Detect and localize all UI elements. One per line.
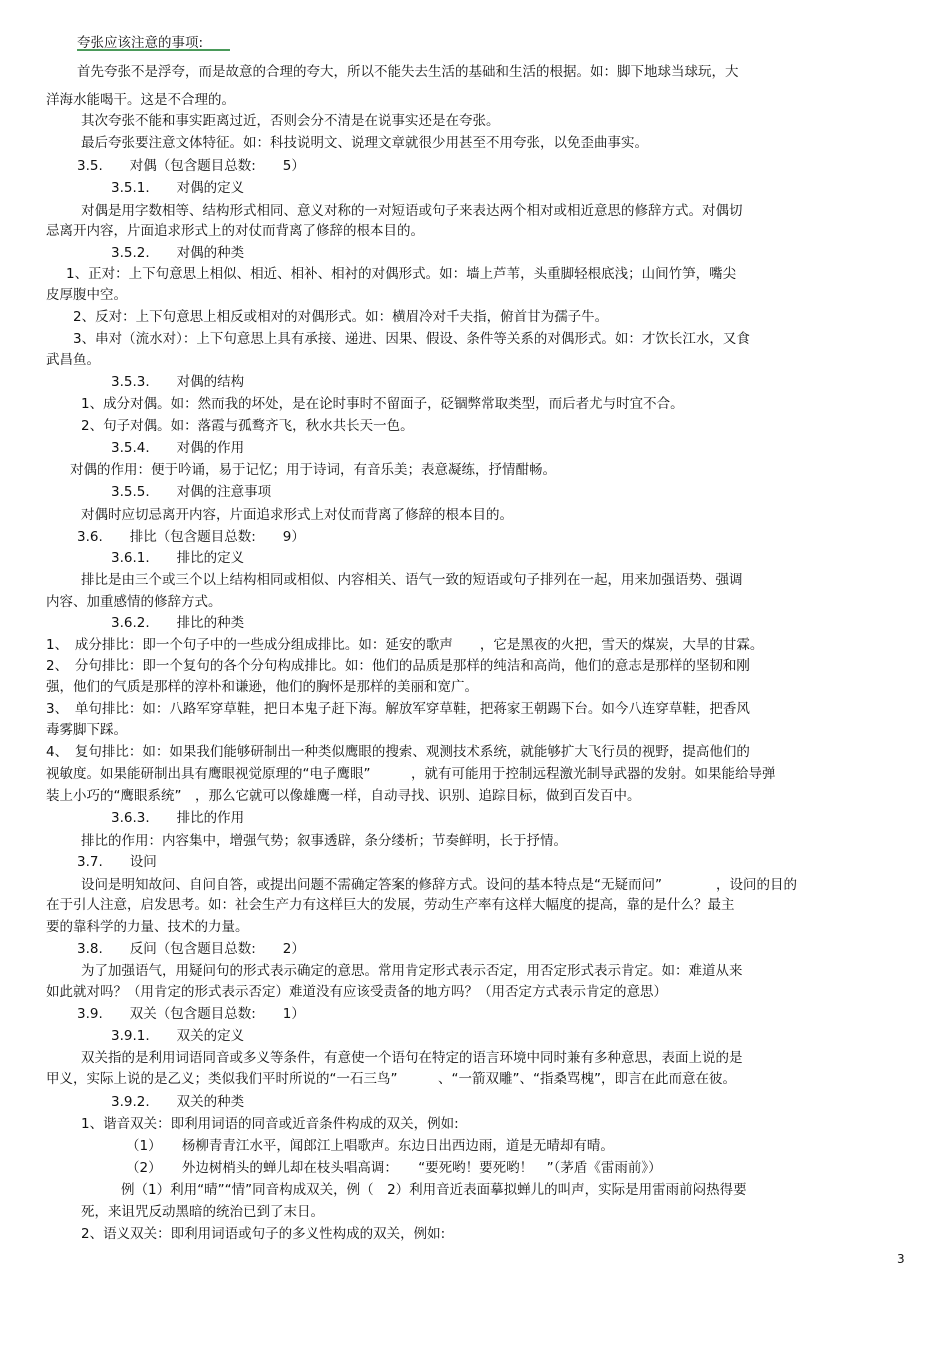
text-line: 首先夸张不是浮夸，而是故意的合理的夸大，所以不能失去生活的基础和生活的根据。如：脚下地球当球玩，大: [77, 64, 739, 80]
page-number: 3: [897, 1252, 905, 1266]
text-line: 3.5.2. 对偶的种类: [111, 245, 245, 261]
text-line: 3.9.1. 双关的定义: [111, 1028, 245, 1044]
text-line: 3.5. 对偶（包含题目总数: 5）: [77, 158, 305, 174]
text-line: 对偶是用字数相等、结构形式相同、意义对称的一对短语或句子来表达两个相对或相近意思的修辞方式。对偶切: [81, 203, 743, 219]
text-line: 3.7. 设问: [77, 854, 157, 870]
text-line: 1、 成分排比：即一个句子中的一些成分组成排比。如：延安的歌声 ，它是黑夜的火把，雪天的煤炭，大旱的甘霖。: [46, 637, 764, 653]
text-line: 1、谐音双关：即利用词语的同音或近音条件构成的双关，例如:: [81, 1116, 459, 1132]
text-line: 3.8. 反问（包含题目总数: 2）: [77, 941, 305, 957]
text-line: 视敏度。如果能研制出具有鹰眼视觉原理的“电子鹰眼” ，就有可能用于控制远程激光制导武器的发射。如果能给导弹: [46, 766, 776, 782]
text-line: 2、语义双关：即利用词语或句子的多义性构成的双关，例如:: [81, 1226, 446, 1242]
text-line: 4、 复句排比：如：如果我们能够研制出一种类似鹰眼的搜索、观测技术系统，就能够扩大飞行员的视野，提高他们的: [46, 744, 750, 760]
text-line: 要的靠科学的力量、技术的力量。: [46, 919, 249, 935]
text-line: 内容、加重感情的修辞方式。: [46, 594, 222, 610]
text-line: 对偶的作用：便于吟诵，易于记忆；用于诗词，有音乐美；表意凝练，抒情酣畅。: [70, 462, 556, 478]
text-line: 忌离开内容，片面追求形式上的对仗而背离了修辞的根本目的。: [46, 223, 424, 239]
text-line: 毒雾脚下踩。: [46, 722, 127, 738]
text-line: 3.6.3. 排比的作用: [111, 810, 245, 826]
text-line: 为了加强语气，用疑问句的形式表示确定的意思。常用肯定形式表示否定，用否定形式表示肯定。如：难道从来: [81, 963, 743, 979]
text-line: 强，他们的气质是那样的淳朴和谦逊，他们的胸怀是那样的美丽和宽广。: [46, 679, 478, 695]
text-line: 死，来诅咒反动黑暗的统治已到了末日。: [81, 1204, 324, 1220]
text-line: 皮厚腹中空。: [46, 287, 127, 303]
text-line: 3.6.2. 排比的种类: [111, 615, 245, 631]
text-line: 设问是明知故问、自问自答，或提出问题不需确定答案的修辞方式。设问的基本特点是“无疑而问” ，设问的目的: [81, 877, 797, 893]
text-line: 2、句子对偶。如：落霞与孤鹜齐飞，秋水共长天一色。: [81, 418, 414, 434]
text-line: 武昌鱼。: [46, 352, 100, 368]
text-line: 3.5.3. 对偶的结构: [111, 374, 245, 390]
text-line: 3.6. 排比（包含题目总数: 9）: [77, 529, 305, 545]
text-line: 2、 分句排比：即一个复句的各个分句构成排比。如：他们的品质是那样的纯洁和高尚，他们的意志是那样的坚韧和刚: [46, 658, 750, 674]
text-line: 在于引人注意，启发思考。如：社会生产力有这样巨大的发展，劳动生产率有这样大幅度的提高，靠的是什么？最主: [46, 897, 735, 913]
text-line: 3.5.4. 对偶的作用: [111, 440, 245, 456]
text-line: 例（1）利用“晴”“情”同音构成双关，例（ 2）利用音近表面摹拟蝉儿的叫声，实际是用雷雨前闷热得要: [121, 1182, 747, 1198]
text-line: 3.5.1. 对偶的定义: [111, 180, 245, 196]
text-line: 3.9. 双关（包含题目总数: 1）: [77, 1006, 305, 1022]
text-line: 其次夸张不能和事实距离过近，否则会分不清是在说事实还是在夸张。: [81, 113, 500, 129]
text-line: 如此就对吗？（用肯定的形式表示否定）难道没有应该受责备的地方吗？（用否定方式表示肯定的意思）: [46, 984, 667, 1000]
text-line: （1） 杨柳青青江水平，闻郎江上唱歌声。东边日出西边雨，道是无晴却有晴。: [126, 1138, 614, 1154]
text-line: 最后夸张要注意文体特征。如：科技说明文、说理文章就很少用甚至不用夸张，以免歪曲事实。: [81, 135, 648, 151]
text-line: 3.9.2. 双关的种类: [111, 1094, 245, 1110]
text-line: 排比的作用：内容集中，增强气势；叙事透辟，条分缕析；节奏鲜明，长于抒情。: [81, 833, 567, 849]
text-line: 2、反对：上下句意思上相反或相对的对偶形式。如：横眉冷对千夫指，俯首甘为孺子牛。: [73, 309, 609, 325]
text-line: 1、正对：上下句意思上相似、相近、相补、相衬的对偶形式。如：墙上芦苇，头重脚轻根底浅；山间竹笋，嘴尖: [66, 266, 737, 282]
text-line: （2） 外边树梢头的蝉儿却在枝头唱高调： “要死哟！要死哟！ ”（茅盾《雷雨前》）: [126, 1160, 662, 1176]
text-line: 1、成分对偶。如：然而我的坏处，是在论时事时不留面子，砭锢弊常取类型，而后者尤与时宜不合。: [81, 396, 684, 412]
text-line: 3.6.1. 排比的定义: [111, 550, 245, 566]
text-line: 对偶时应切忌离开内容，片面追求形式上对仗而背离了修辞的根本目的。: [81, 507, 513, 523]
text-line: 夸张应该注意的事项:: [77, 35, 204, 51]
text-line: 装上小巧的“鹰眼系统” ，那么它就可以像雄鹰一样，自动寻找、识别、追踪目标，做到百发百中。: [46, 788, 641, 804]
text-line: 甲义，实际上说的是乙义；类似我们平时所说的“一石三鸟” 、“一箭双雕”、“指桑骂槐”，即言在此而意在彼。: [46, 1071, 736, 1087]
text-line: 3、 单句排比：如：八路军穿草鞋，把日本鬼子赶下海。解放军穿草鞋，把蒋家王朝踢下台。如今八连穿草鞋，把香风: [46, 701, 750, 717]
text-line: 3.5.5. 对偶的注意事项: [111, 484, 272, 500]
text-line: 3、串对（流水对）：上下句意思上具有承接、递进、因果、假设、条件等关系的对偶形式。如：才饮长江水，又食: [73, 331, 750, 347]
text-line: 洋海水能喝干。这是不合理的。: [46, 92, 235, 108]
text-line: 双关指的是利用词语同音或多义等条件，有意使一个语句在特定的语言环境中同时兼有多种意思，表面上说的是: [81, 1050, 743, 1066]
text-line: 排比是由三个或三个以上结构相同或相似、内容相关、语气一致的短语或句子排列在一起，用来加强语势、强调: [81, 572, 743, 588]
